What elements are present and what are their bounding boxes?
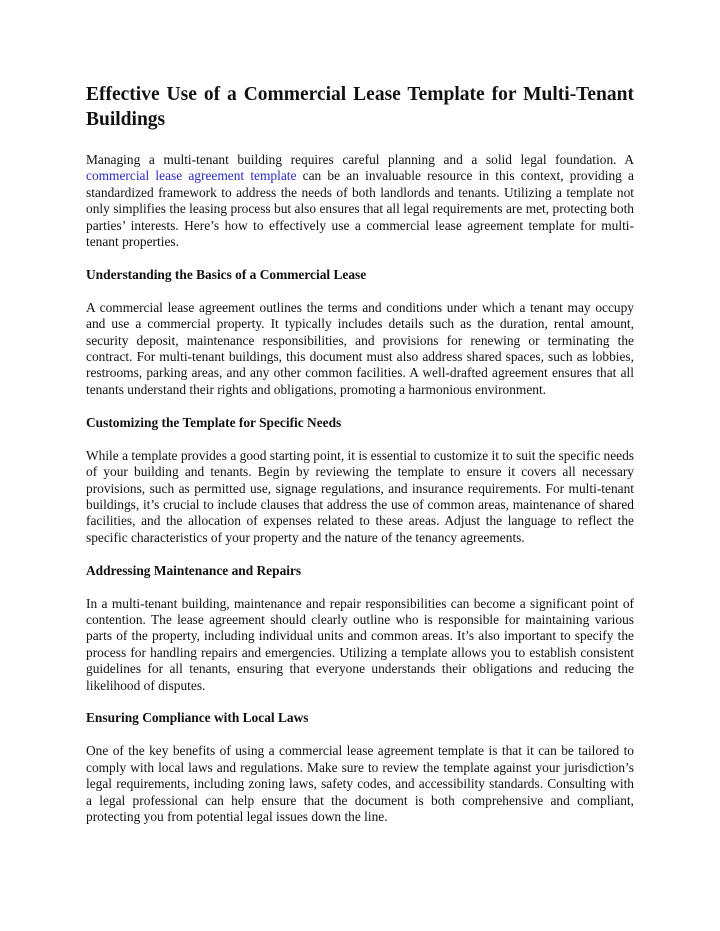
section-body-maintenance: In a multi-tenant building, maintenance and repair responsibilities can become a significant point of contention. The lease agreement should clearly outline who is responsible for maintaining various parts of the property, including individual units and common areas. It’s also important to specify the process for handling repairs and emergencies. Utilizing a template allows you to establish consistent guidelines for all tenants, ensuring that everyone understands their obligations and reducing the likelihood of disputes.: [86, 595, 634, 693]
document-title: Effective Use of a Commercial Lease Template for Multi-Tenant Buildings: [86, 84, 634, 130]
lease-template-link[interactable]: commercial lease agreement template: [86, 168, 297, 184]
section-body-customizing: While a template provides a good starting point, it is essential to customize it to suit the specific needs of your building and tenants. Begin by reviewing the template to ensure it covers all necessary provisions, such as permitted use, signage regulations, and insurance requirements. For multi-tenant buildings, it’s crucial to include clauses that address the use of common areas, maintenance of shared facilities, and the allocation of expenses related to these areas. Adjust the language to reflect the specific characteristics of your property and the nature of the tenancy agreements.: [86, 447, 634, 545]
intro-text-before-link: Managing a multi-tenant building requires careful planning and a solid legal foundation. A: [86, 152, 634, 167]
intro-text-after-link: can be an invaluable resource in this context, providing a standardized framework to address the needs of both landlords and tenants. Utilizing a template not only simplifies the leasing process but also ensures that all legal requirements are met, protecting both parties’ interests. Here’s how to effectively use a commercial lease agreement template for multi-tenant properties.: [86, 168, 634, 250]
intro-paragraph: [86, 152, 634, 250]
section-heading-maintenance: Addressing Maintenance and Repairs: [86, 562, 302, 578]
document-page: [86, 82, 634, 842]
section-heading-basics: Understanding the Basics of a Commercial Lease: [86, 266, 367, 282]
section-body-basics: A commercial lease agreement outlines the terms and conditions under which a tenant may occupy and use a commercial property. It typically includes details such as the duration, rental amount, security deposit, maintenance responsibilities, and provisions for renewing or terminating the contract. For multi-tenant buildings, this document must also address shared spaces, such as lobbies, restrooms, parking areas, and any other common facilities. A well-drafted agreement ensures that all tenants understand their rights and obligations, promoting a harmonious environment.: [86, 299, 634, 397]
section-body-compliance: One of the key benefits of using a commercial lease agreement template is that it can be tailored to comply with local laws and regulations. Make sure to review the template against your jurisdiction’s legal requirements, including zoning laws, safety codes, and accessibility standards. Consulting with a legal professional can help ensure that the document is both comprehensive and compliant, protecting you from potential legal issues down the line.: [86, 743, 634, 824]
section-heading-compliance: Ensuring Compliance with Local Laws: [86, 710, 309, 726]
section-heading-customizing: Customizing the Template for Specific Needs: [86, 414, 342, 430]
